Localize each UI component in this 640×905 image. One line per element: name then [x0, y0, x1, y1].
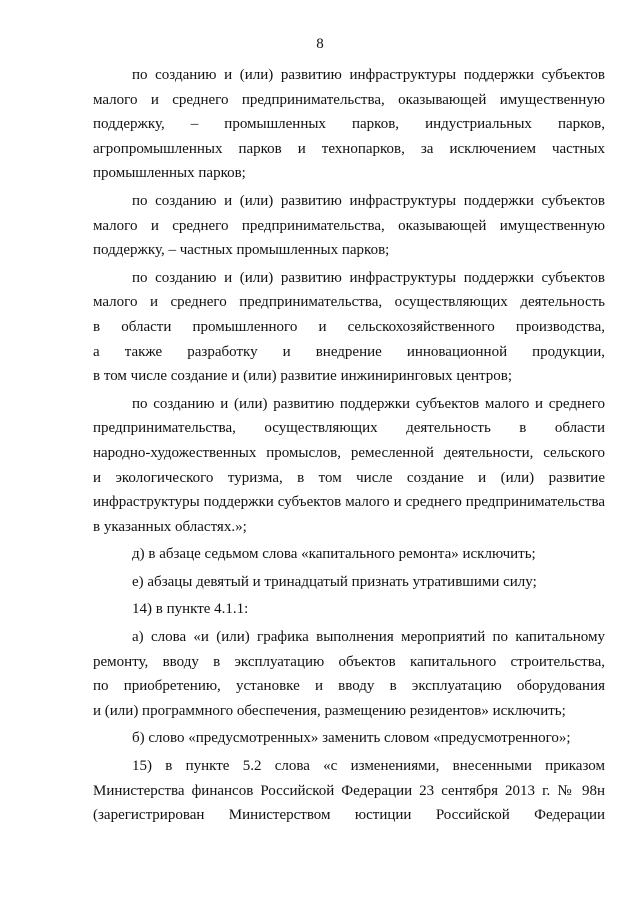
- text-line: малого и среднего предпринимательства, оказывающей имущественную: [93, 217, 605, 234]
- text-line: промышленных парков;: [93, 165, 246, 182]
- text-line: и экологического туризма, в том числе создание и (или) развитие: [93, 469, 605, 486]
- text-line: д) в абзаце седьмом слова «капитального ремонта» исключить;: [132, 546, 536, 563]
- text-line: е) абзацы девятый и тринадцатый признать утратившими силу;: [132, 573, 537, 590]
- paragraph: [93, 392, 605, 540]
- paragraph: [93, 726, 605, 751]
- text-line: народно-художественных промыслов, ремесленной деятельности, сельского: [93, 444, 605, 461]
- text-line: по созданию и (или) развитию инфраструктуры поддержки субъектов: [132, 269, 605, 286]
- text-line: по созданию и (или) развитию поддержки субъектов малого и среднего: [132, 395, 605, 412]
- text-line: и (или) программного обеспечения, размещению резидентов» исключить;: [93, 702, 566, 719]
- text-line: агропромышленных парков и технопарков, за исключением частных: [93, 140, 605, 157]
- text-line: по созданию и (или) развитию инфраструктуры поддержки субъектов: [132, 67, 605, 83]
- text-line: а также разработку и внедрение инновационной продукции,: [93, 343, 605, 360]
- text-line: по приобретению, установке и вводу в эксплуатацию оборудования: [93, 678, 605, 695]
- paragraph: [93, 625, 605, 723]
- text-line: предпринимательства, осуществляющих деятельность в области: [93, 420, 605, 437]
- paragraph: [93, 63, 605, 186]
- text-line: малого и среднего предпринимательства, оказывающей имущественную: [93, 91, 605, 108]
- text-line: в области промышленного и сельскохозяйственного производства,: [93, 318, 605, 335]
- paragraph: [93, 754, 605, 828]
- document-body: [93, 63, 605, 828]
- paragraph: [93, 266, 605, 389]
- text-line: а) слова «и (или) графика выполнения мероприятий по капитальному: [132, 629, 605, 646]
- text-line: инфраструктуры поддержки субъектов малого и среднего предпринимательства: [93, 494, 605, 511]
- paragraph: [93, 189, 605, 263]
- text-line: Министерства финансов Российской Федерации 23 сентября 2013 г. № 98н: [93, 782, 605, 799]
- text-line: в том числе создание и (или) развитие инжиниринговых центров;: [93, 368, 513, 385]
- paragraph: [93, 542, 605, 567]
- text-line: малого и среднего предпринимательства, осуществляющих деятельность: [93, 294, 605, 311]
- text-line: поддержку, – частных промышленных парков;: [93, 242, 390, 259]
- text-line: ремонту, вводу в эксплуатацию объектов капитального строительства,: [93, 653, 605, 670]
- paragraph: [93, 597, 605, 622]
- text-line: поддержку, – промышленных парков, индустриальных парков,: [93, 116, 605, 133]
- text-line: б) слово «предусмотренных» заменить словом «предусмотренного»;: [132, 730, 571, 747]
- text-line: 14) в пункте 4.1.1:: [132, 601, 249, 618]
- page-number: 8: [316, 36, 324, 52]
- paragraph: [93, 570, 605, 595]
- text-line: 15) в пункте 5.2 слова «с изменениями, внесенными приказом: [132, 758, 605, 775]
- text-line: по созданию и (или) развитию инфраструктуры поддержки субъектов: [132, 192, 605, 209]
- text-line: в указанных областях.»;: [93, 518, 247, 535]
- text-line: (зарегистрирован Министерством юстиции Российской Федерации: [93, 807, 605, 824]
